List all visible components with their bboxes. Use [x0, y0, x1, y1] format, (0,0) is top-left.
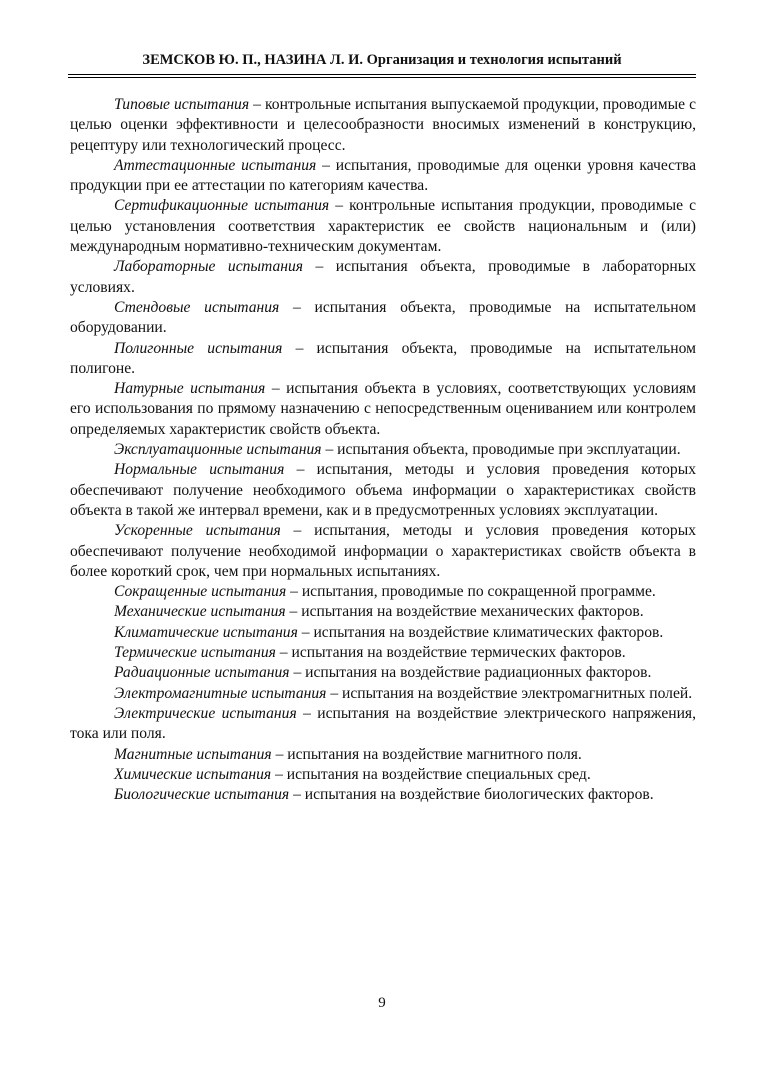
definition-text: – испытания на воздействие магнитного поля.	[271, 745, 582, 763]
running-header: ЗЕМСКОВ Ю. П., НАЗИНА Л. И. Организация и технология испытаний	[68, 48, 696, 78]
definition-text: – испытания, методы и условия проведения которых обеспечивают получение необходимой информации о характеристиках свойств объекта в более короткий срок, чем при нормальных испытаниях.	[70, 522, 696, 580]
definition-text: – испытания на воздействие радиационных факторов.	[289, 664, 652, 682]
definition-term: Биологические испытания	[114, 786, 290, 804]
definition-text: – контрольные испытания выпускаемой продукции, проводимые с целью оценки эффективности и целесообразности вносимых изменений в конструкцию, рецептуру или технологический процесс.	[70, 96, 696, 154]
definition-paragraph	[70, 684, 696, 704]
page-number: 9	[378, 995, 386, 1011]
definition-text: – испытания на воздействие термических факторов.	[275, 644, 626, 662]
definition-term: Климатические испытания	[114, 623, 298, 641]
definition-term: Сокращенные испытания	[114, 583, 287, 601]
definition-term: Нормальные испытания	[114, 461, 285, 479]
definition-text: – испытания объекта в условиях, соответствующих условиям его использования по прямому назначению с непосредственным оцениванием или контролем определяемых характеристик свойств объекта.	[70, 380, 696, 438]
definition-term: Стендовые испытания	[114, 298, 280, 316]
definition-term: Химические испытания	[114, 765, 272, 783]
definition-paragraph	[70, 298, 696, 339]
definition-text: – испытания на воздействие механических факторов.	[285, 603, 644, 621]
definition-paragraph	[70, 95, 696, 156]
definition-term: Радиационные испытания	[114, 664, 290, 682]
definition-paragraph	[70, 521, 696, 582]
definition-term: Термические испытания	[114, 644, 276, 662]
definition-text: – испытания на воздействие электрического напряжения, тока или поля.	[70, 704, 697, 743]
definition-paragraph	[70, 339, 696, 380]
definition-paragraph	[70, 643, 696, 663]
definition-paragraph	[70, 663, 696, 683]
definition-term: Полигонные испытания	[114, 339, 283, 357]
definition-paragraph	[70, 602, 696, 622]
definition-text: – испытания, проводимые для оценки уровня качества продукции при ее аттестации по категориям качества.	[70, 156, 696, 195]
definition-term: Натурные испытания	[114, 380, 266, 398]
definition-term: Типовые испытания	[114, 96, 250, 113]
definition-text: – испытания, методы и условия проведения которых обеспечивают получение необходимого объема информации о характеристиках свойств объекта в такой же интервал времени, как и в предусмотренных условиях эксплуатации.	[70, 461, 696, 519]
definition-term: Сертификационные испытания	[114, 197, 330, 215]
definition-term: Электрические испытания	[114, 704, 297, 722]
definition-text: – испытания объекта, проводимые при эксплуатации.	[321, 441, 681, 459]
definition-term: Механические испытания	[114, 603, 286, 621]
definition-text: – испытания на воздействие электромагнитных полей.	[326, 684, 693, 702]
definition-term: Ускоренные испытания	[114, 522, 281, 540]
definition-paragraph	[70, 257, 696, 298]
definition-text: – испытания на воздействие специальных сред.	[271, 765, 591, 783]
definition-paragraph	[70, 379, 696, 440]
definition-text: – испытания на воздействие климатических факторов.	[297, 623, 664, 641]
definition-text: – испытания объекта, проводимые на испытательном оборудовании.	[70, 298, 696, 337]
definition-text: – испытания объекта, проводимые в лабораторных условиях.	[70, 258, 697, 296]
definition-paragraph	[70, 196, 696, 257]
definition-paragraph	[70, 765, 696, 785]
definition-paragraph	[70, 582, 696, 602]
definition-text: – испытания, проводимые по сокращенной программе.	[286, 583, 656, 601]
definition-text: – испытания объекта, проводимые на испытательном полигоне.	[70, 339, 696, 377]
definition-term: Эксплуатационные испытания	[114, 441, 322, 459]
definition-paragraph	[70, 156, 696, 197]
definition-paragraph	[70, 440, 696, 460]
definition-paragraph	[70, 745, 696, 765]
definition-term: Электромагнитные испытания	[114, 684, 327, 702]
definition-paragraph	[70, 460, 696, 521]
definition-paragraph	[70, 785, 696, 805]
definition-paragraph	[70, 704, 696, 745]
definitions-list	[70, 95, 696, 805]
definition-paragraph	[70, 623, 696, 643]
definition-text: – испытания на воздействие биологических факторов.	[289, 786, 654, 804]
definition-term: Лабораторные испытания	[114, 258, 304, 276]
definition-text: – контрольные испытания продукции, проводимые с целью установления соответствия характеристик ее свойств национальным и (или) международным нормативно-техническим документам.	[70, 197, 697, 256]
definition-term: Аттестационные испытания	[114, 156, 317, 174]
definition-term: Магнитные испытания	[114, 745, 272, 763]
